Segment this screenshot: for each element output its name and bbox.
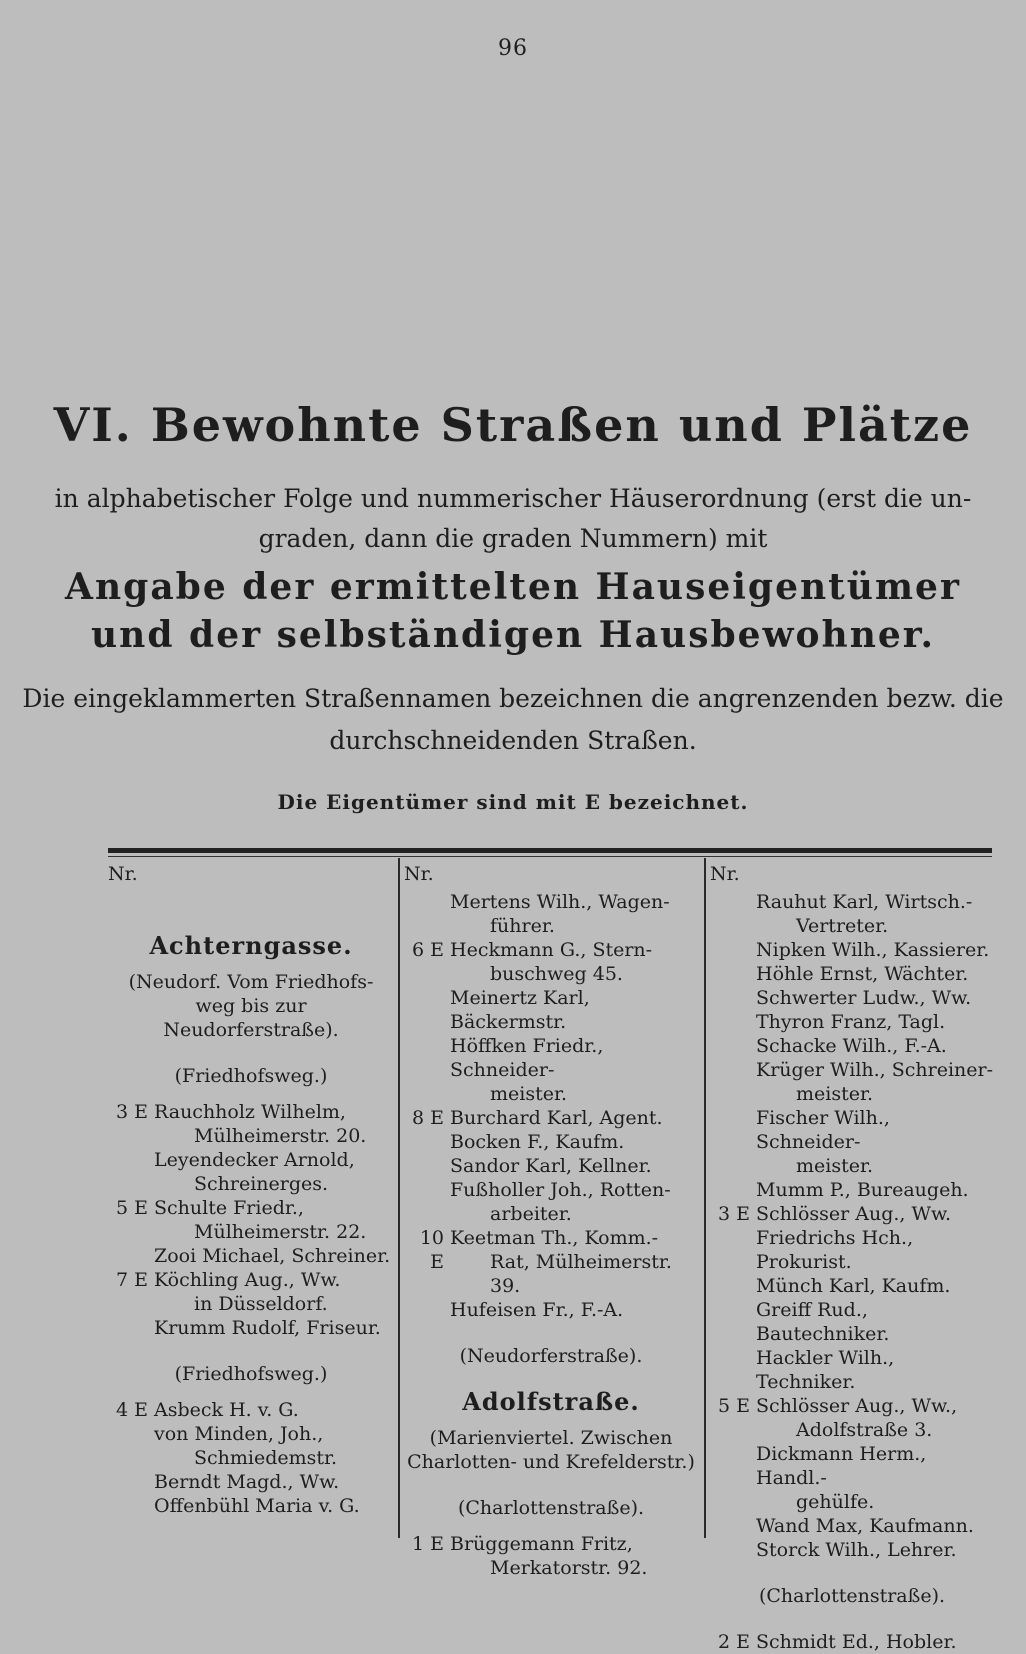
entry-name: Heckmann G., Stern-	[450, 939, 653, 961]
entry-name: Fußholler Joh., Rotten-	[450, 1179, 671, 1201]
page-number: 96	[498, 36, 528, 61]
entry-name: Offenbühl Maria v. G.	[154, 1495, 360, 1517]
note-line-1: Die eingeklammerten Straßennamen bezeichnen die angrenzenden bezw. die	[22, 684, 1004, 713]
cross-street: (Charlottenstraße).	[758, 1585, 946, 1607]
entry-name: Nipken Wilh., Kassierer.	[756, 939, 990, 961]
resident-entry	[404, 890, 698, 938]
resident-entry	[710, 1058, 994, 1106]
house-number: 3 E	[116, 1101, 148, 1123]
resident-entry	[108, 1494, 394, 1518]
resident-entry	[710, 890, 994, 938]
owner-entry	[404, 1226, 698, 1298]
resident-entry	[710, 1514, 994, 1538]
house-number: 10 E	[419, 1227, 444, 1273]
column-header: Nr.	[404, 863, 434, 885]
owners-note: Die Eigentümer sind mit E bezeichnet.	[277, 790, 749, 814]
resident-entry	[108, 1470, 394, 1494]
column-3	[710, 862, 994, 1654]
entry-name: Berndt Magd., Ww.	[154, 1471, 340, 1493]
resident-entry	[710, 1178, 994, 1202]
house-number: 7 E	[116, 1269, 148, 1291]
emphasis-line-1: Angabe der ermittelten Hauseigentümer	[65, 566, 961, 608]
street-description: weg bis zur Neudorferstraße).	[163, 995, 339, 1041]
subtitle-line-1: in alphabetischer Folge und nummerischer Häuserordnung (erst die un-	[54, 484, 972, 513]
entry-name: Schwerter Ludw., Ww.	[756, 987, 972, 1009]
entry-name: Fischer Wilh., Schneider-	[756, 1107, 890, 1153]
entry-name: Hufeisen Fr., F.-A.	[450, 1299, 624, 1321]
entry-continuation: Vertreter.	[796, 915, 889, 937]
entry-name: Sandor Karl, Kellner.	[450, 1155, 652, 1177]
house-number: 2 E	[718, 1631, 750, 1653]
column-1	[108, 862, 394, 1518]
resident-entry	[710, 938, 994, 962]
resident-entry	[710, 1274, 994, 1298]
entry-name: Schmidt Ed., Hobler.	[756, 1631, 957, 1653]
resident-entry	[108, 1148, 394, 1196]
resident-entry	[710, 986, 994, 1010]
entry-name: Mumm P., Bureaugeh.	[756, 1179, 969, 1201]
entry-continuation: meister.	[796, 1083, 874, 1105]
owner-entry	[108, 1196, 394, 1244]
entry-name: Zooi Michael, Schreiner.	[154, 1245, 391, 1267]
subtitle-line-2: graden, dann die graden Nummern) mit	[258, 524, 768, 553]
resident-entry	[404, 1130, 698, 1154]
street-heading-achterngasse: Achterngasse.	[149, 931, 353, 960]
entry-name: Wand Max, Kaufmann.	[756, 1515, 974, 1537]
entry-name: Keetman Th., Komm.-	[450, 1227, 659, 1249]
house-number: 5 E	[116, 1197, 148, 1219]
entry-continuation: meister.	[490, 1083, 568, 1105]
entry-name: Thyron Franz, Tagl.	[756, 1011, 946, 1033]
entry-name: Leyendecker Arnold,	[154, 1149, 355, 1171]
entry-name: Krüger Wilh., Schreiner-	[756, 1059, 994, 1081]
column-2	[404, 862, 698, 1580]
resident-entry	[404, 986, 698, 1034]
entry-name: Dickmann Herm., Handl.-	[756, 1443, 927, 1489]
entry-name: Köchling Aug., Ww.	[154, 1269, 341, 1291]
resident-entry	[710, 1010, 994, 1034]
owner-entry	[108, 1100, 394, 1148]
entry-name: Schacke Wilh., F.-A.	[756, 1035, 947, 1057]
entry-name: Asbeck H. v. G.	[154, 1399, 299, 1421]
entry-continuation: meister.	[796, 1155, 874, 1177]
entry-name: Friedrichs Hch., Prokurist.	[756, 1227, 914, 1273]
resident-entry	[108, 1422, 394, 1470]
entry-continuation: arbeiter.	[490, 1203, 572, 1225]
resident-entry	[108, 1316, 394, 1340]
entry-continuation: Rat, Mülheimerstr. 39.	[490, 1251, 672, 1297]
entry-name: Mertens Wilh., Wagen-	[450, 891, 670, 913]
entry-name: Hackler Wilh., Techniker.	[756, 1347, 895, 1393]
owner-entry	[710, 1394, 994, 1442]
owner-entry	[710, 1202, 994, 1226]
entry-name: Storck Wilh., Lehrer.	[756, 1539, 957, 1561]
resident-entry	[710, 1346, 994, 1394]
section-title: VI. Bewohnte Straßen und Plätze	[53, 398, 973, 452]
entry-name: Höhle Ernst, Wächter.	[756, 963, 969, 985]
entry-name: Schlösser Aug., Ww.,	[756, 1395, 958, 1417]
resident-entry	[710, 1106, 994, 1178]
resident-entry	[710, 1034, 994, 1058]
entry-name: Greiff Rud., Bautechniker.	[756, 1299, 890, 1345]
resident-entry	[710, 962, 994, 986]
entry-continuation: Schmiedemstr.	[194, 1447, 338, 1469]
resident-entry	[108, 1244, 394, 1268]
entry-name: Burchard Karl, Agent.	[450, 1107, 663, 1129]
resident-entry	[710, 1298, 994, 1346]
resident-entry	[710, 1442, 994, 1514]
street-description: Charlotten- und Krefelderstr.)	[407, 1451, 695, 1473]
house-number: 1 E	[412, 1533, 444, 1555]
column-divider-1	[398, 858, 400, 1538]
owner-entry	[404, 1532, 698, 1580]
entry-continuation: gehülfe.	[796, 1491, 875, 1513]
entry-name: Schulte Friedr.,	[154, 1197, 304, 1219]
owner-entry	[108, 1268, 394, 1316]
entry-continuation: buschweg 45.	[490, 963, 623, 985]
entry-continuation: Schreinerges.	[194, 1173, 329, 1195]
street-description: (Neudorf. Vom Friedhofs-	[128, 971, 374, 993]
entry-name: Brüggemann Fritz,	[450, 1533, 633, 1555]
entry-continuation: Mülheimerstr. 20.	[194, 1125, 367, 1147]
entry-name: Rauchholz Wilhelm,	[154, 1101, 346, 1123]
resident-entry	[404, 1298, 698, 1322]
resident-entry	[404, 1034, 698, 1106]
entry-name: Rauhut Karl, Wirtsch.-	[756, 891, 973, 913]
entry-continuation: Merkatorstr. 92.	[490, 1557, 648, 1579]
street-description: (Marienviertel. Zwischen	[429, 1427, 673, 1449]
owner-entry	[404, 1106, 698, 1130]
entry-name: Krumm Rudolf, Friseur.	[154, 1317, 381, 1339]
column-header: Nr.	[108, 863, 138, 885]
resident-entry	[404, 1154, 698, 1178]
cross-street: (Friedhofsweg.)	[174, 1065, 328, 1087]
column-header: Nr.	[710, 863, 740, 885]
table-top-rule-thin	[108, 856, 992, 857]
entry-continuation: Mülheimerstr. 22.	[194, 1221, 367, 1243]
entry-name: Meinertz Karl, Bäckermstr.	[450, 987, 590, 1033]
street-heading-adolfstrasse: Adolfstraße.	[462, 1387, 640, 1416]
cross-street: (Friedhofsweg.)	[174, 1363, 328, 1385]
cross-street: (Neudorferstraße).	[459, 1345, 643, 1367]
owner-entry	[404, 938, 698, 986]
resident-entry	[404, 1178, 698, 1226]
note-line-2: durchschneidenden Straßen.	[329, 726, 697, 755]
entry-name: Bocken F., Kaufm.	[450, 1131, 625, 1153]
house-number: 8 E	[412, 1107, 444, 1129]
entry-name: Höffken Friedr., Schneider-	[450, 1035, 604, 1081]
table-top-rule	[108, 848, 992, 853]
resident-entry	[710, 1538, 994, 1562]
cross-street: (Charlottenstraße).	[457, 1497, 645, 1519]
owner-entry	[108, 1398, 394, 1422]
entry-name: Münch Karl, Kaufm.	[756, 1275, 951, 1297]
entry-name: von Minden, Joh.,	[154, 1423, 324, 1445]
column-divider-2	[704, 858, 706, 1538]
house-number: 6 E	[412, 939, 444, 961]
house-number: 4 E	[116, 1399, 148, 1421]
resident-entry	[710, 1226, 994, 1274]
entry-continuation: führer.	[490, 915, 555, 937]
emphasis-line-2: und der selbständigen Hausbewohner.	[91, 614, 935, 656]
entry-continuation: in Düsseldorf.	[194, 1293, 328, 1315]
entry-continuation: Adolfstraße 3.	[796, 1419, 933, 1441]
house-number: 3 E	[718, 1203, 750, 1225]
house-number: 5 E	[718, 1395, 750, 1417]
owner-entry	[710, 1630, 994, 1654]
entry-name: Schlösser Aug., Ww.	[756, 1203, 952, 1225]
